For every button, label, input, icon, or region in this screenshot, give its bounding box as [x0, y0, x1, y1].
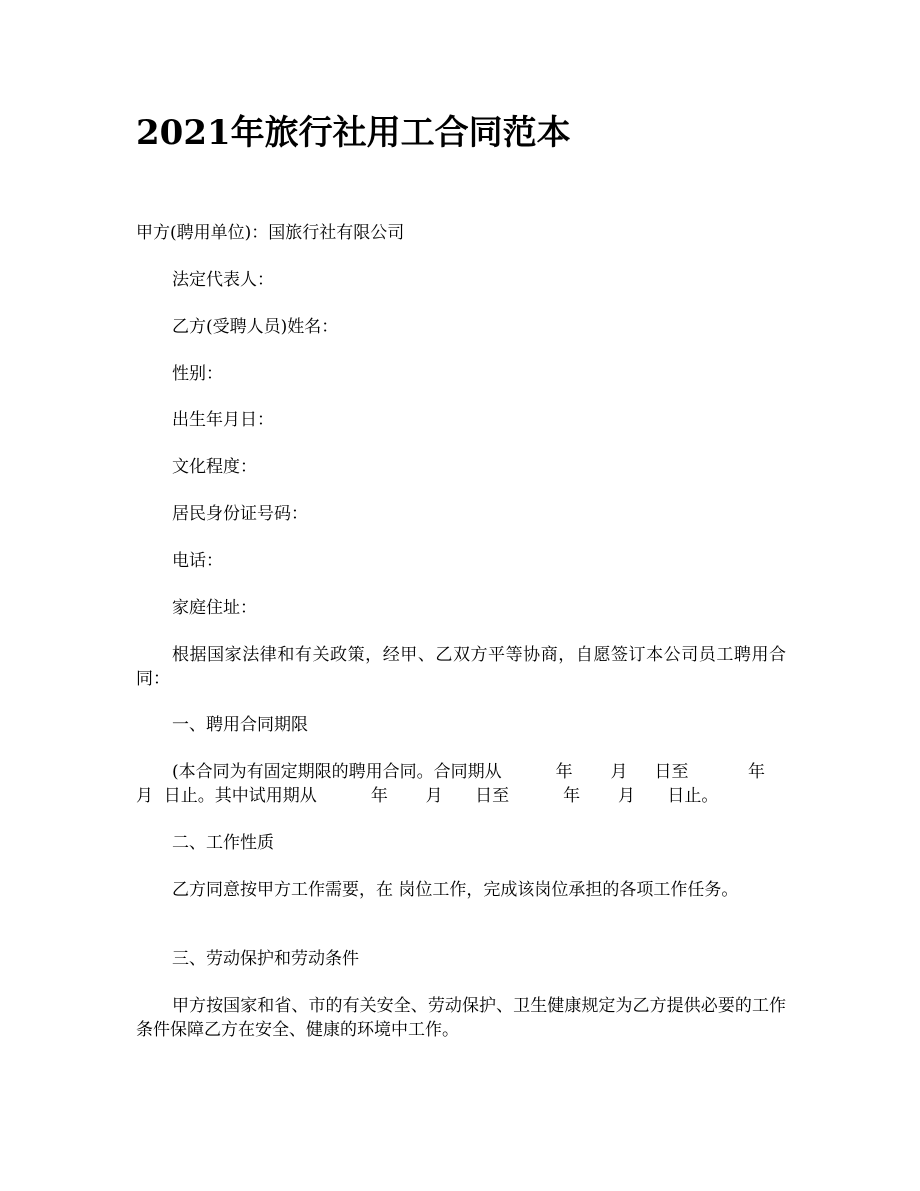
section-2-paragraph: 乙方同意按甲方工作需要，在 岗位工作，完成该岗位承担的各项工作任务。 — [172, 880, 739, 900]
id-number-field: 居民身份证号码： — [172, 504, 308, 524]
birth-date-field: 出生年月日： — [172, 410, 274, 430]
address-field: 家庭住址： — [172, 598, 257, 618]
section-1-line-2: 月 日止。其中试用期从 年 月 日至 年 月 日止。 — [136, 786, 719, 806]
section-3-heading: 三、劳动保护和劳动条件 — [172, 949, 359, 969]
section-2-heading: 二、工作性质 — [172, 833, 274, 853]
party-a-line: 甲方(聘用单位)：国旅行社有限公司 — [136, 223, 405, 243]
section-1-line-1: (本合同为有固定期限的聘用合同。合同期从 年 月 日至 年 — [172, 762, 765, 782]
party-b-name-field: 乙方(受聘人员)姓名： — [172, 317, 339, 337]
gender-field: 性别： — [172, 364, 223, 384]
section-1-heading: 一、聘用合同期限 — [172, 715, 308, 735]
section-3-paragraph: 甲方按国家和省、市的有关安全、劳动保护、卫生健康规定为乙方提供必要的工作条件保障乙方在安全、健康的环境中工作。 — [136, 996, 786, 1040]
preamble-paragraph: 根据国家法律和有关政策，经甲、乙双方平等协商，自愿签订本公司员工聘用合同： — [136, 645, 786, 689]
education-field: 文化程度： — [172, 457, 257, 477]
phone-field: 电话： — [172, 551, 223, 571]
legal-representative-field: 法定代表人： — [172, 270, 274, 290]
document-title: 2021年旅行社用工合同范本 — [136, 113, 571, 153]
